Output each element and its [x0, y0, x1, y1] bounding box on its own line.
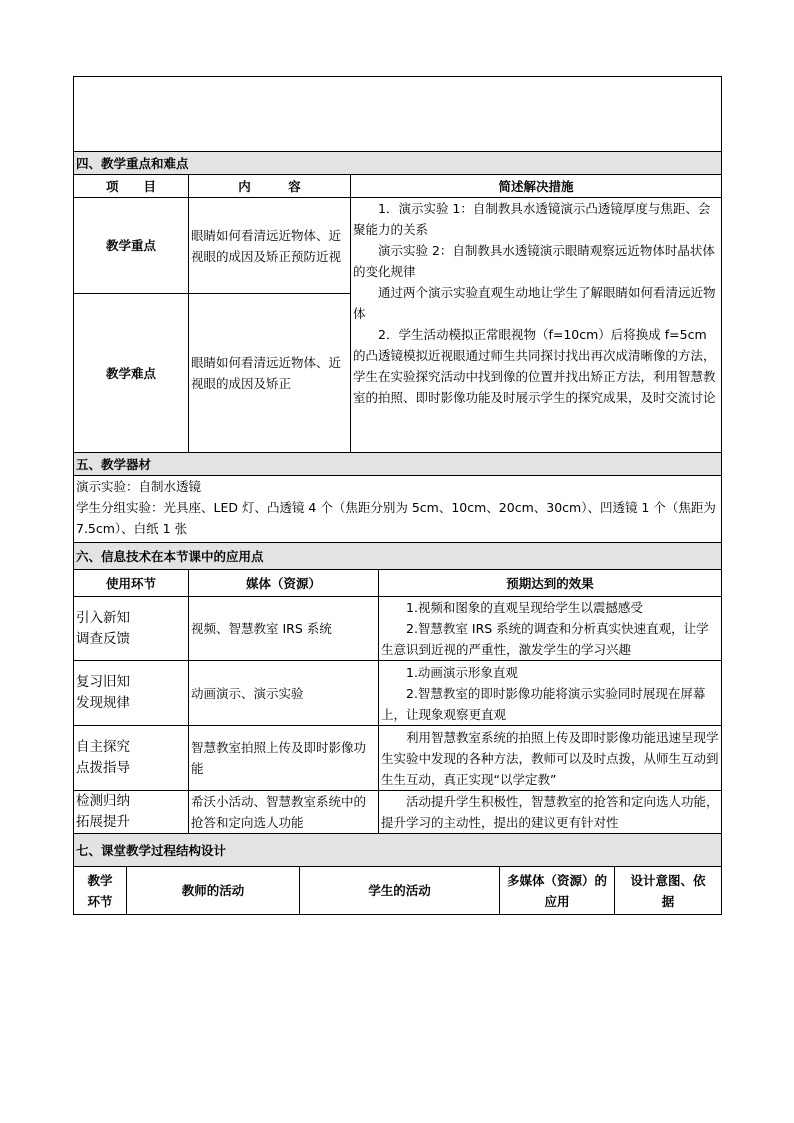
key-point-label: 教学重点: [74, 198, 189, 294]
header-media: 媒体（资源）: [189, 570, 379, 597]
header-item: 项 目: [74, 175, 189, 198]
equipment-demo: 演示实验：自制水透镜: [76, 479, 202, 494]
media-1: 视频、智慧教室 IRS 系统: [189, 597, 379, 661]
effect-1-line-2: 2.智慧教室 IRS 系统的调查和分析真实快速直观，让学生意识到近视的严重性，激发学生的学习兴趣: [381, 621, 709, 657]
effect-1-line-1: 1.视频和图象的直观呈现给学生以震撼感受: [406, 600, 643, 615]
stage-2: 复习旧知 发现规律: [74, 661, 189, 726]
header-content: 内 容: [189, 175, 351, 198]
header-design-intent: 设计意图、依据: [615, 867, 722, 915]
effect-2-line-1: 1.动画演示形象直观: [406, 664, 518, 680]
section-5-title: 五、教学器材: [74, 453, 722, 476]
stage-4: 检测归纳 拓展提升: [74, 791, 189, 834]
effect-2: [379, 661, 722, 726]
measure-4: 2．学生活动模拟正常眼视物（f=10cm）后将换成 f=5cm 的凸透镜模拟近视眼通过师生共同探讨找出再次成清晰像的方法，学生在实验探究活动中找到像的位置并找出矫正方法，利用智慧教室的拍照、即时影像功能及时展示学生的探究成果，及时交流讨论: [353, 327, 716, 405]
media-3: 智慧教室拍照上传及即时影像功能: [189, 726, 379, 791]
difficult-point-content: 眼睛如何看清远近物体、近视眼的成因及矫正: [189, 294, 351, 453]
stage-1: 引入新知 调查反馈: [74, 597, 189, 661]
header-stage: 使用环节: [74, 570, 189, 597]
effect-2-line-2: 2.智慧教室的即时影像功能将演示实验同时展现在屏幕上，让现象观察更直观: [381, 685, 706, 722]
header-measures: 简述解决措施: [351, 175, 722, 198]
header-teaching-stage: 教学环节: [74, 867, 127, 915]
effect-1: [379, 597, 722, 661]
header-effect: 预期达到的效果: [379, 570, 722, 597]
effect-4-line-1: 活动提升学生积极性，智慧教室的抢答和定向选人功能，提升学习的主动性，提出的建议更有针对性: [381, 794, 719, 830]
effect-4: [379, 791, 722, 834]
section-6-title: 六、信息技术在本节课中的应用点: [74, 543, 722, 570]
header-student-activity: 学生的活动: [300, 867, 500, 915]
effect-3: [379, 726, 722, 791]
equipment-group: 学生分组实验：光具座、LED 灯、凸透镜 4 个（焦距分别为 5cm、10cm、20cm、30cm）、凹透镜 1 个（焦距为 7.5cm）、白纸 1 张: [76, 500, 716, 536]
key-points-table: [73, 76, 722, 543]
document-page: [73, 76, 721, 915]
effect-3-line-1: 利用智慧教室系统的拍照上传及即时影像功能迅速呈现学生实验中发现的各种方法，教师可以及时点拨，从师生互动到生生互动，真正实现“以学定教”: [381, 729, 719, 787]
equipment-list: [74, 476, 722, 543]
key-point-content: 眼睛如何看清远近物体、近视眼的成因及矫正预防近视: [189, 198, 351, 294]
measure-1: 1．演示实验 1：自制教具水透镜演示凸透镜厚度与焦距、会聚能力的关系: [353, 201, 711, 237]
process-table: [73, 866, 722, 915]
difficult-point-label: 教学难点: [74, 294, 189, 453]
it-application-table: [73, 542, 722, 867]
media-4: 希沃小活动、智慧教室系统中的抢答和定向选人功能: [189, 791, 379, 834]
section-7-title: 七、课堂教学过程结构设计: [74, 834, 722, 867]
stage-3: 自主探究 点拨指导: [74, 726, 189, 791]
header-multimedia: 多媒体（资源）的应用: [500, 867, 615, 915]
header-teacher-activity: 教师的活动: [127, 867, 300, 915]
media-2: 动画演示、演示实验: [189, 661, 379, 726]
section-4-title: 四、教学重点和难点: [74, 152, 722, 175]
measure-3: 通过两个演示实验直观生动地让学生了解眼睛如何看清远近物体: [353, 285, 716, 321]
solution-measures: [351, 198, 722, 453]
blank-area: [74, 77, 722, 152]
measure-2: 演示实验 2：自制教具水透镜演示眼睛观察远近物体时晶状体的变化规律: [353, 243, 715, 279]
